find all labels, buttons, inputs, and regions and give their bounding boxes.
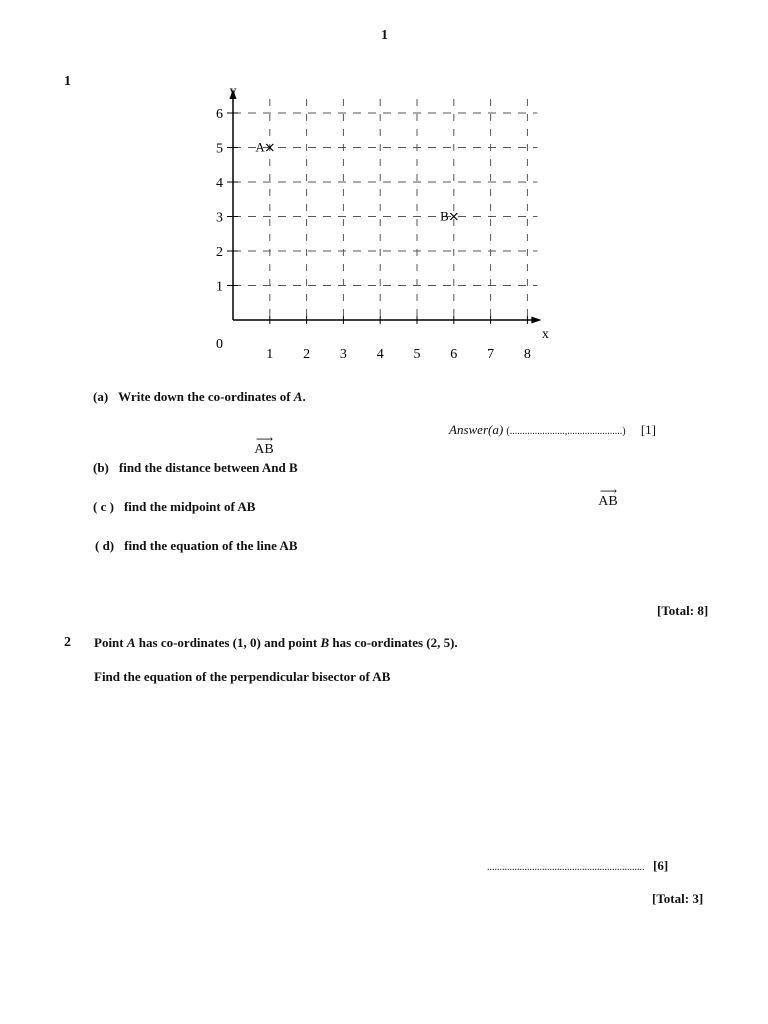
question-2-marks: [6] (653, 858, 669, 873)
point-label: B (440, 208, 449, 224)
question-1b (93, 460, 298, 476)
question-2-line2: Find the equation of the perpendicular bisector of AB (94, 669, 391, 684)
question-1a-text: Write down the co-ordinates of A. (118, 389, 306, 404)
x-tick-label: 4 (376, 347, 384, 362)
y-tick-label: 4 (216, 176, 223, 191)
x-tick-label: 6 (450, 347, 458, 362)
answer-a-blank: (......................,......................) (506, 426, 626, 437)
vector-ab-text: AB (254, 442, 274, 457)
x-tick-label: 8 (523, 347, 531, 362)
tick-labels (216, 88, 549, 362)
question-1d-label: ( d) (95, 538, 115, 553)
question-1d (95, 538, 298, 554)
y-axis-label: y (229, 88, 237, 99)
y-tick-label: 5 (216, 141, 223, 157)
question-2-total: [Total: 3] (652, 891, 704, 906)
y-tick-label: 6 (216, 107, 223, 122)
x-tick-label: 1 (266, 347, 274, 362)
coordinate-grid-chart (205, 88, 555, 368)
question-1c-label: ( c ) (93, 499, 114, 514)
question-2-number: 2 (64, 635, 71, 650)
question-1-total: [Total: 8] (657, 603, 709, 618)
question-1c-text: find the midpoint of AB (123, 499, 256, 514)
x-axis-arrow-icon (531, 317, 541, 324)
origin-label: 0 (216, 337, 223, 352)
question-1d-text: find the equation of the line AB (124, 538, 298, 553)
vector-arrow-icon: ⟶ (599, 484, 617, 498)
vector-ab-notation-2 (596, 484, 620, 509)
question-1c (93, 499, 255, 515)
x-tick-label: 7 (487, 347, 495, 362)
question-1b-text: find the distance between And B (118, 460, 298, 475)
x-tick-label: 2 (303, 347, 311, 362)
answer-2-blank: ............................................................... (487, 862, 645, 873)
question-1a (93, 389, 306, 405)
page-number: 1 (381, 28, 388, 43)
vector-arrow-icon: ⟶ (255, 432, 273, 446)
answer-a-marks: [1] (640, 422, 657, 437)
x-tick-label: 5 (413, 347, 421, 362)
y-tick-label: 2 (216, 245, 223, 260)
question-1b-label: (b) (93, 460, 109, 475)
grid-lines (233, 99, 537, 320)
point-a (255, 140, 273, 155)
axes (227, 89, 541, 324)
point-label: A (255, 139, 265, 155)
question-1-number: 1 (64, 74, 71, 89)
question-2-line1: Point A has co-ordinates (1, 0) and point B has co-ordinates (2, 5). (94, 635, 458, 650)
x-axis-label: x (541, 327, 549, 342)
answer-a-label: Answer(a) (449, 422, 504, 437)
answer-a-line (449, 422, 656, 438)
vector-ab-notation (252, 432, 276, 457)
x-tick-label: 3 (339, 347, 347, 362)
vector-ab-text: AB (598, 494, 618, 509)
y-tick-label: 3 (216, 210, 223, 226)
answer-2-line (487, 858, 645, 874)
y-tick-label: 1 (216, 279, 223, 295)
question-1a-label: (a) (93, 389, 109, 404)
point-b (440, 209, 457, 224)
